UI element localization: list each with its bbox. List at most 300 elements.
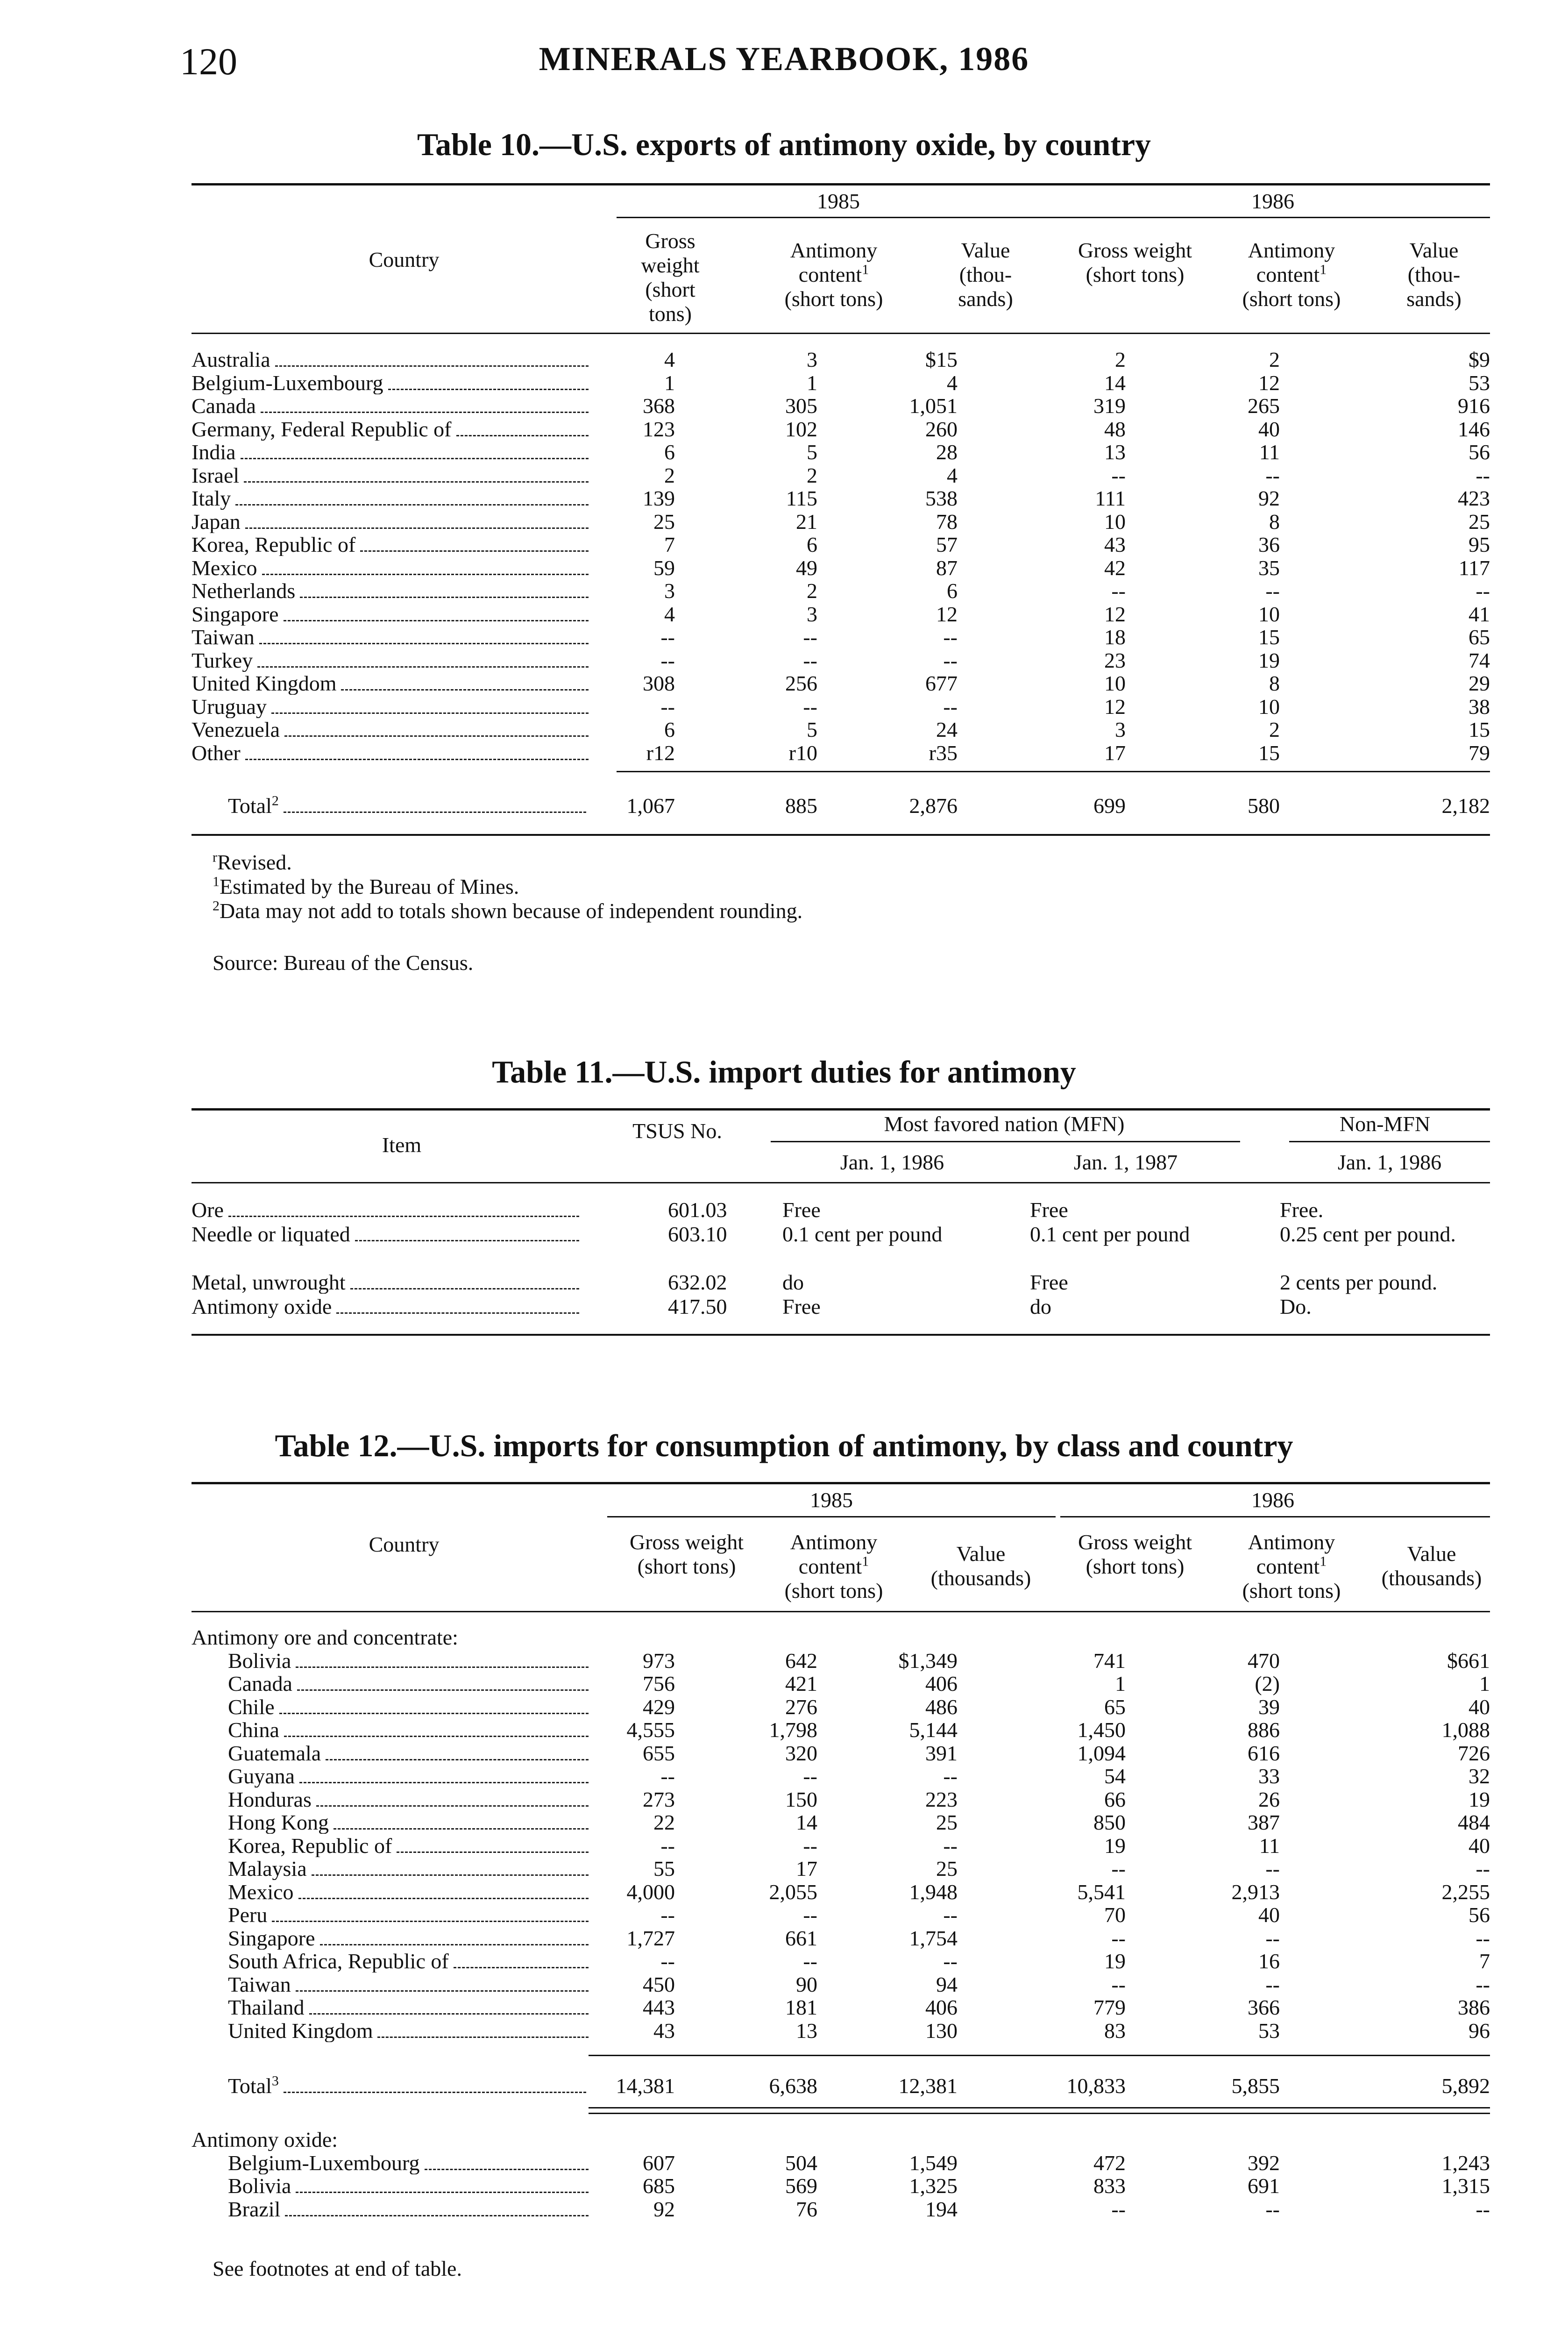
cell-g86: 42 (1104, 556, 1126, 580)
leader-dots (299, 1781, 589, 1783)
row-label (192, 441, 589, 463)
cell-v86: 423 (1458, 486, 1490, 510)
table-row (192, 672, 1490, 695)
row-label (228, 1765, 589, 1788)
table12-ore-total-rule (589, 2055, 1490, 2056)
cell-c86: -- (1265, 1972, 1280, 1996)
cell-v85: 130 (925, 2018, 958, 2043)
table10-col-value-1985: Value (thou- sands) (958, 238, 1013, 311)
cell-v85: 12 (936, 602, 958, 626)
cell-g86: 10 (1104, 671, 1126, 695)
row-label (192, 603, 589, 626)
cell-v85: $15 (925, 348, 958, 371)
cell-v85: -- (943, 648, 958, 672)
cell-g86: 472 (1093, 2151, 1126, 2175)
cell-g86: 111 (1095, 486, 1126, 510)
cell-v85: -- (943, 625, 958, 649)
row-label-text: Taiwan (192, 626, 255, 648)
cell-c85: -- (803, 694, 817, 719)
cell-c86: 11 (1259, 440, 1280, 464)
leader-dots (284, 2091, 586, 2093)
cell-c86: 15 (1258, 625, 1280, 649)
table10-col-value-1986: Value (thou- sands) (1406, 238, 1462, 311)
cell-g85: 1,067 (626, 794, 675, 818)
row-label-text: Germany, Federal Republic of (192, 417, 452, 441)
row-label (192, 394, 589, 417)
cell-c86: 10 (1258, 602, 1280, 626)
cell-c85: 21 (796, 509, 817, 534)
cell-v86: 56 (1469, 440, 1490, 464)
cell-c85: 181 (785, 1995, 817, 2019)
row-label-text: Metal, unwrought (192, 1271, 346, 1294)
table12-double-rule-a (589, 2107, 1490, 2108)
cell-mfn-1986: 0.1 cent per pound (782, 1222, 943, 1246)
cell-c85: 3 (807, 602, 817, 626)
table12-col-content-1986 (1214, 1530, 1369, 1603)
cell-g85: 139 (643, 486, 675, 510)
table-row (192, 1950, 1490, 1973)
table-row (192, 1271, 1490, 1294)
cell-mfn-1987: Free (1030, 1198, 1068, 1222)
cell-v85: 28 (936, 440, 958, 464)
row-label-text: Needle or liquated (192, 1223, 350, 1246)
cell-v85: r35 (929, 741, 958, 765)
section-heading (192, 1626, 458, 1649)
leader-dots (241, 457, 589, 459)
cell-c85: 256 (785, 671, 817, 695)
cell-g85: 6 (664, 440, 675, 464)
table-row (192, 1788, 1490, 1811)
row-label (192, 348, 589, 371)
table-row (192, 533, 1490, 556)
cell-c85: 17 (796, 1857, 817, 1880)
cell-mfn-1987: Free (1030, 1270, 1068, 1294)
cell-v86: 40 (1469, 1695, 1490, 1719)
cell-mfn-1987: do (1030, 1295, 1051, 1318)
running-head: MINERALS YEARBOOK, 1986 (539, 40, 1029, 78)
cell-g85: 92 (653, 2197, 675, 2221)
cell-g85: 607 (643, 2151, 675, 2175)
table12-col-value-1986: Value (thousands) (1381, 1542, 1482, 1590)
leader-dots (284, 620, 589, 621)
cell-g86: 319 (1093, 394, 1126, 418)
cell-v85: 194 (925, 2197, 958, 2221)
row-label-text: Brazil (228, 2197, 281, 2221)
cell-g85: 55 (653, 1857, 675, 1880)
table12-1986-rule (1060, 1516, 1490, 1517)
table12-double-rule-b (589, 2113, 1490, 2114)
table12-header-rule (192, 1611, 1490, 1612)
row-label (192, 1271, 579, 1294)
cell-g86: 13 (1104, 440, 1126, 464)
cell-v86: 146 (1458, 417, 1490, 441)
row-label (228, 1834, 589, 1857)
table12-title: Table 12.—U.S. imports for consumption of antimony, by class and country (275, 1428, 1293, 1463)
table10-total (192, 794, 1490, 818)
cell-c86: -- (1265, 1926, 1280, 1950)
cell-c86: -- (1265, 463, 1280, 487)
table12-ore-total (192, 2074, 1490, 2098)
cell-tsus: 632.02 (668, 1270, 727, 1294)
cell-g85: 756 (643, 1672, 675, 1695)
table10-bottom-rule (192, 834, 1490, 836)
cell-v85: 406 (925, 1672, 958, 1695)
cell-tsus: 417.50 (668, 1295, 727, 1318)
cell-v86: 25 (1469, 509, 1490, 534)
cell-g86: 23 (1104, 648, 1126, 672)
cell-g85: -- (660, 1903, 675, 1927)
table11-top-rule (192, 1108, 1490, 1111)
cell-v85: 391 (925, 1741, 958, 1765)
footnote-mark: 1 (862, 262, 869, 278)
leader-dots (341, 689, 589, 691)
table-row (192, 2151, 1490, 2175)
table10-year-1985: 1985 (817, 189, 860, 213)
cell-c86: 8 (1269, 671, 1280, 695)
row-label (228, 1649, 589, 1672)
row-label-text: Mexico (228, 1880, 294, 1903)
table10-col-content-1986 (1214, 238, 1369, 311)
row-label (228, 1996, 589, 2019)
table12-col-value-1985: Value (thousands) (930, 1542, 1031, 1590)
table11-col-tsus: TSUS No. (632, 1119, 722, 1143)
table12-year-1985: 1985 (810, 1488, 853, 1512)
cell-c86: 92 (1258, 486, 1280, 510)
table11-bottom-rule (192, 1334, 1490, 1336)
table12-col-content-text: Antimony content (1248, 1530, 1335, 1578)
cell-v86: 74 (1469, 648, 1490, 672)
table12-col-gross-1986: Gross weight (short tons) (1078, 1530, 1192, 1578)
cell-g85: 4,555 (626, 1718, 675, 1742)
cell-g85: -- (660, 1949, 675, 1973)
cell-v85: 78 (936, 509, 958, 534)
table-row (192, 649, 1490, 672)
cell-v86: 32 (1469, 1764, 1490, 1788)
table-row (192, 1811, 1490, 1834)
footnote-mark: 1 (862, 1553, 869, 1569)
row-label (192, 695, 589, 718)
cell-c86: 470 (1248, 1648, 1280, 1673)
cell-c86: 2 (1269, 348, 1280, 371)
cell-g85: r12 (646, 741, 675, 765)
table-row (192, 487, 1490, 510)
cell-g85: 25 (653, 509, 675, 534)
cell-c85: 504 (785, 2151, 817, 2175)
cell-tsus: 601.03 (668, 1198, 727, 1222)
cell-c86: -- (1265, 2197, 1280, 2221)
cell-v86: 96 (1469, 2018, 1490, 2043)
table-row (192, 1973, 1490, 1996)
cell-c85: -- (803, 625, 817, 649)
cell-v85: 677 (925, 671, 958, 695)
cell-c86: 19 (1258, 648, 1280, 672)
row-label-text: Singapore (192, 602, 279, 626)
total-label: Total (228, 2074, 272, 2097)
row-label-text: Bolivia (228, 2174, 291, 2197)
cell-g85: -- (660, 694, 675, 719)
cell-g86: 83 (1104, 2018, 1126, 2043)
cell-g86: -- (1111, 1857, 1126, 1880)
row-label-text: Italy (192, 487, 231, 510)
cell-c86: -- (1265, 579, 1280, 603)
cell-g85: 4,000 (626, 1880, 675, 1904)
cell-g86: -- (1111, 579, 1126, 603)
table10-1986-rule (1060, 217, 1490, 218)
row-label (228, 1927, 589, 1950)
section-heading-row (192, 1626, 1490, 1649)
cell-c85: 276 (785, 1695, 817, 1719)
cell-g86: 18 (1104, 625, 1126, 649)
cell-g86: 5,541 (1077, 1880, 1126, 1904)
cell-v86: -- (1476, 463, 1490, 487)
cell-g85: 123 (643, 417, 675, 441)
row-label-text: Hong Kong (228, 1811, 329, 1834)
table12-col-country: Country (369, 1532, 440, 1556)
cell-g85: 685 (643, 2174, 675, 2198)
row-label (192, 1223, 579, 1246)
table-row (192, 2019, 1490, 2043)
cell-c85: r10 (788, 741, 817, 765)
table10-body (192, 348, 1490, 764)
cell-c85: 885 (785, 794, 817, 818)
table-row (192, 2198, 1490, 2221)
table12-col-content-1985 (757, 1530, 911, 1603)
table12-top-rule (192, 1482, 1490, 1484)
cell-c85: -- (803, 1833, 817, 1858)
cell-g86: 17 (1104, 741, 1126, 765)
table-row (192, 464, 1490, 487)
table12-year-1986: 1986 (1251, 1488, 1294, 1512)
leader-dots (296, 2191, 589, 2193)
table10-col-content-1986-unit: (short tons) (1242, 287, 1341, 311)
cell-c86: 26 (1258, 1787, 1280, 1811)
leader-dots (297, 1689, 589, 1691)
leader-dots (312, 1874, 589, 1876)
cell-v85: 6 (947, 579, 958, 603)
cell-c85: 642 (785, 1648, 817, 1673)
table10-col-content-1985-unit: (short tons) (784, 287, 883, 311)
cell-v85: -- (943, 694, 958, 719)
cell-v85: -- (943, 1949, 958, 1973)
section-heading-row (192, 2128, 1490, 2151)
row-label (192, 1295, 579, 1318)
row-label-text: Australia (192, 348, 270, 371)
row-label (228, 1950, 589, 1973)
leader-dots (271, 712, 589, 714)
cell-c85: 1 (807, 370, 817, 395)
cell-c85: 5 (807, 440, 817, 464)
row-label-text: Belgium-Luxembourg (228, 2151, 420, 2174)
row-label-text: Guatemala (228, 1741, 321, 1765)
row-label (228, 1788, 589, 1811)
table11-col-item: Item (382, 1133, 422, 1157)
table-row (192, 418, 1490, 441)
cell-c85: 115 (786, 486, 817, 510)
row-label-text: United Kingdom (192, 672, 337, 695)
row-label (228, 2019, 589, 2042)
leader-dots (244, 481, 589, 483)
cell-c85: 102 (785, 417, 817, 441)
total-row (192, 2074, 1490, 2098)
cell-v85: 223 (925, 1787, 958, 1811)
cell-v86: 1 (1479, 1672, 1490, 1695)
footnote-mark: 3 (271, 2074, 279, 2089)
cell-v86: 386 (1458, 1995, 1490, 2019)
row-label (228, 1811, 589, 1834)
table-row (192, 348, 1490, 371)
cell-v85: 24 (936, 718, 958, 741)
table11-header-rule (192, 1182, 1490, 1183)
cell-c86: 36 (1258, 533, 1280, 556)
cell-g86: 699 (1093, 794, 1126, 818)
table10-total-rule (617, 771, 1490, 772)
cell-v85: 486 (925, 1695, 958, 1719)
cell-c86: 691 (1248, 2174, 1280, 2198)
table-row (192, 2174, 1490, 2198)
row-label-text: Japan (192, 510, 241, 533)
row-label-text: Israel (192, 463, 240, 487)
cell-g86: -- (1111, 1972, 1126, 1996)
cell-g86: 10 (1104, 509, 1126, 534)
table10-1985-rule (617, 217, 1060, 218)
footnote-mark: 1 (1320, 262, 1327, 278)
cell-c86: -- (1265, 1857, 1280, 1880)
table-row (192, 741, 1490, 765)
table11-col-mfn-1987: Jan. 1, 1987 (1073, 1150, 1178, 1174)
table-row (192, 695, 1490, 719)
cell-c85: 14 (796, 1810, 817, 1834)
table-row (192, 1223, 1490, 1246)
cell-g86: 54 (1104, 1764, 1126, 1788)
row-label-text: Other (192, 741, 241, 764)
cell-c86: 16 (1258, 1949, 1280, 1973)
cell-c85: 2 (807, 463, 817, 487)
row-label (192, 741, 589, 764)
row-label-text: Canada (228, 1672, 292, 1695)
cell-g85: 7 (664, 533, 675, 556)
row-label-text: South Africa, Republic of (228, 1950, 449, 1973)
cell-g85: 4 (664, 348, 675, 371)
cell-nonmfn: Free. (1280, 1198, 1324, 1222)
cell-mfn-1987: 0.1 cent per pound (1030, 1222, 1190, 1246)
row-label-text: China (228, 1718, 279, 1741)
table11-col-nonmfn: Non-MFN (1339, 1112, 1431, 1136)
table-row (192, 1672, 1490, 1695)
cell-c86: 616 (1248, 1741, 1280, 1765)
row-label (192, 371, 589, 394)
table11-mfn-rule (771, 1141, 1240, 1142)
cell-v86: 95 (1469, 533, 1490, 556)
leader-dots (284, 735, 589, 737)
section-heading-text: Antimony oxide: (192, 2128, 338, 2151)
table11-nonmfn-rule (1289, 1141, 1490, 1142)
cell-v85: $1,349 (898, 1648, 958, 1673)
cell-c85: 6 (807, 533, 817, 556)
cell-c85: 320 (785, 1741, 817, 1765)
table-row (192, 510, 1490, 534)
table-row (192, 556, 1490, 580)
table12-col-content-text: Antimony content (790, 1530, 878, 1578)
leader-dots (279, 1712, 589, 1714)
cell-v85: -- (943, 1764, 958, 1788)
table10-col-content-1986-text: Antimony content (1248, 238, 1335, 286)
cell-v86: -- (1476, 1972, 1490, 1996)
cell-v85: 4 (947, 370, 958, 395)
cell-mfn-1986: Free (782, 1295, 821, 1318)
footnote-text: Data may not add to totals shown because of independent rounding. (220, 899, 803, 923)
table11-col-mfn-1986: Jan. 1, 1986 (840, 1150, 944, 1174)
table11-col-nonmfn-1986: Jan. 1, 1986 (1337, 1150, 1442, 1174)
cell-c85: 76 (796, 2197, 817, 2221)
row-label (228, 794, 586, 817)
cell-v86: 38 (1469, 694, 1490, 719)
cell-c85: 49 (796, 556, 817, 580)
row-label-text: Korea, Republic of (192, 533, 356, 556)
row-label-text: Chile (228, 1695, 275, 1718)
cell-v86: 5,892 (1441, 2074, 1490, 2098)
cell-c86: 12 (1258, 370, 1280, 395)
cell-v85: 1,754 (909, 1926, 958, 1950)
cell-v85: 4 (947, 463, 958, 487)
row-label (228, 2174, 589, 2197)
cell-c85: -- (803, 648, 817, 672)
cell-c86: 40 (1258, 1903, 1280, 1927)
row-label (228, 1903, 589, 1926)
leader-dots (228, 1215, 579, 1217)
table10-source: Source: Bureau of the Census. (213, 951, 474, 975)
footnote-text: Revised. (217, 850, 292, 874)
row-label (192, 672, 589, 695)
leader-dots (333, 1828, 589, 1830)
row-label (228, 1880, 589, 1903)
footnote-mark: r (213, 849, 217, 865)
cell-c85: -- (803, 1764, 817, 1788)
table-row (192, 579, 1490, 603)
row-label (192, 464, 589, 487)
cell-v85: -- (943, 1903, 958, 1927)
cell-g85: 273 (643, 1787, 675, 1811)
cell-c86: 53 (1258, 2018, 1280, 2043)
table10-col-content-1985-text: Antimony content (790, 238, 878, 286)
cell-v86: 2,182 (1441, 794, 1490, 818)
cell-v86: 29 (1469, 671, 1490, 695)
table-row (192, 603, 1490, 626)
cell-g86: 741 (1093, 1648, 1126, 1673)
row-label (228, 1742, 589, 1765)
table-row (192, 1295, 1490, 1318)
cell-v86: 726 (1458, 1741, 1490, 1765)
leader-dots (296, 1990, 589, 1992)
leader-dots (245, 527, 589, 529)
leader-dots (309, 2013, 589, 2015)
cell-v86: -- (1476, 2197, 1490, 2221)
table-row (192, 626, 1490, 649)
cell-g85: 4 (664, 602, 675, 626)
table10-col-gross-1985: Gross weight (short tons) (641, 229, 700, 326)
table10-header-rule (192, 333, 1490, 334)
leader-dots (245, 758, 589, 760)
cell-c85: 2 (807, 579, 817, 603)
cell-g85: 3 (664, 579, 675, 603)
cell-g86: 779 (1093, 1995, 1126, 2019)
row-label (192, 718, 589, 741)
leader-dots (320, 1944, 589, 1945)
leader-dots (316, 1805, 589, 1807)
cell-c86: 580 (1248, 794, 1280, 818)
cell-c86: 2 (1269, 718, 1280, 741)
cell-c85: -- (803, 1949, 817, 1973)
table-row (192, 1996, 1490, 2019)
